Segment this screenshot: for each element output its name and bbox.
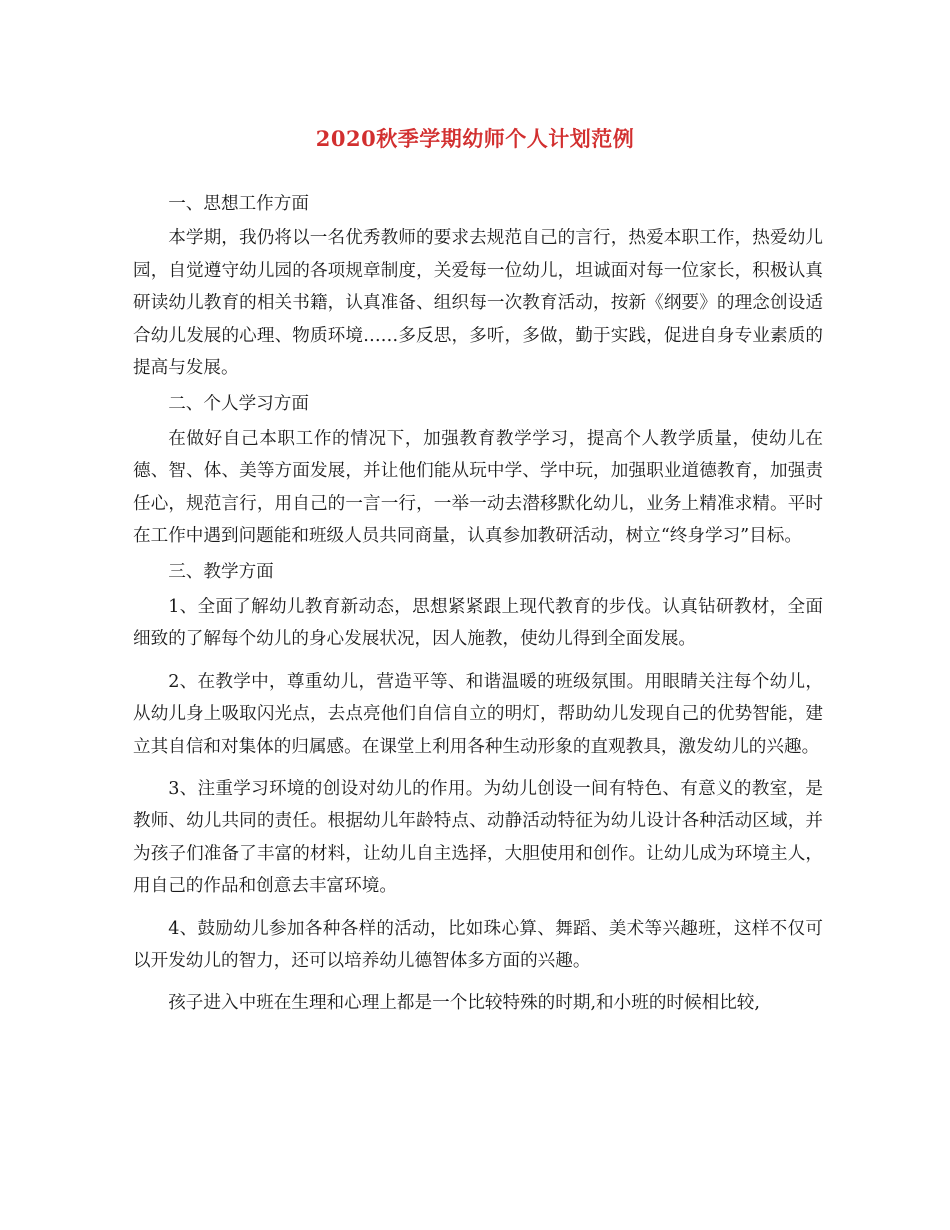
paragraph: 2、在教学中，尊重幼儿，营造平等、和谐温暖的班级氛围。用眼睛关注每个幼儿，从幼儿身上吸取闪光点，去点亮他们自信自立的明灯，帮助幼儿发现自己的优势智能，建立其自信和对集体的归属感。在课堂上利用各种生动形象的直观教具，激发幼儿的兴趣。	[133, 671, 823, 757]
paragraph: 1、全面了解幼儿教育新动态，思想紧紧跟上现代教育的步伐。认真钻研教材，全面细致的了解每个幼儿的身心发展状况，因人施教，使幼儿得到全面发展。	[133, 596, 823, 650]
paragraph: 孩子进入中班在生理和心理上都是一个比较特殊的时期,和小班的时候相比较,	[168, 993, 760, 1014]
section-heading-thought: 一、思想工作方面	[168, 194, 309, 214]
paragraph: 本学期，我仍将以一名优秀教师的要求去规范自己的言行，热爱本职工作，热爱幼儿园，自觉遵守幼儿园的各项规章制度，关爱每一位幼儿，坦诚面对每一位家长，积极认真研读幼儿教育的相关书籍，认真准备、组织每一次教育活动，按新《纲要》的理念创设适合幼儿发展的心理、物质环境……多反思，多听，多做，勤于实践，促进自身专业素质的提高与发展。	[133, 228, 823, 379]
section-heading-study: 二、个人学习方面	[168, 394, 309, 415]
paragraph: 3、注重学习环境的创设对幼儿的作用。为幼儿创设一间有特色、有意义的教室，是教师、幼儿共同的责任。根据幼儿年龄特点、动静活动特征为幼儿设计各种活动区域，并为孩子们准备了丰富的材料，让幼儿自主选择，大胆使用和创作。让幼儿成为环境主人，用自己的作品和创意去丰富环境。	[133, 778, 823, 897]
paragraph: 4、鼓励幼儿参加各种各样的活动，比如珠心算、舞蹈、美术等兴趣班，这样不仅可以开发幼儿的智力，还可以培养幼儿德智体多方面的兴趣。	[133, 918, 823, 971]
paragraph: 在做好自己本职工作的情况下，加强教育教学学习，提高个人教学质量，使幼儿在德、智、体、美等方面发展，并让他们能从玩中学、学中玩，加强职业道德教育，加强责任心，规范言行，用自己的一言一行，一举一动去潜移默化幼儿，业务上精准求精。平时在工作中遇到问题能和班级人员共同商量，认真参加教研活动，树立“终身学习”目标。	[133, 428, 823, 547]
document-title: 2020秋季学期幼师个人计划范例	[315, 126, 635, 151]
document-body	[133, 188, 823, 1024]
section-heading-teaching: 三、教学方面	[168, 562, 274, 583]
